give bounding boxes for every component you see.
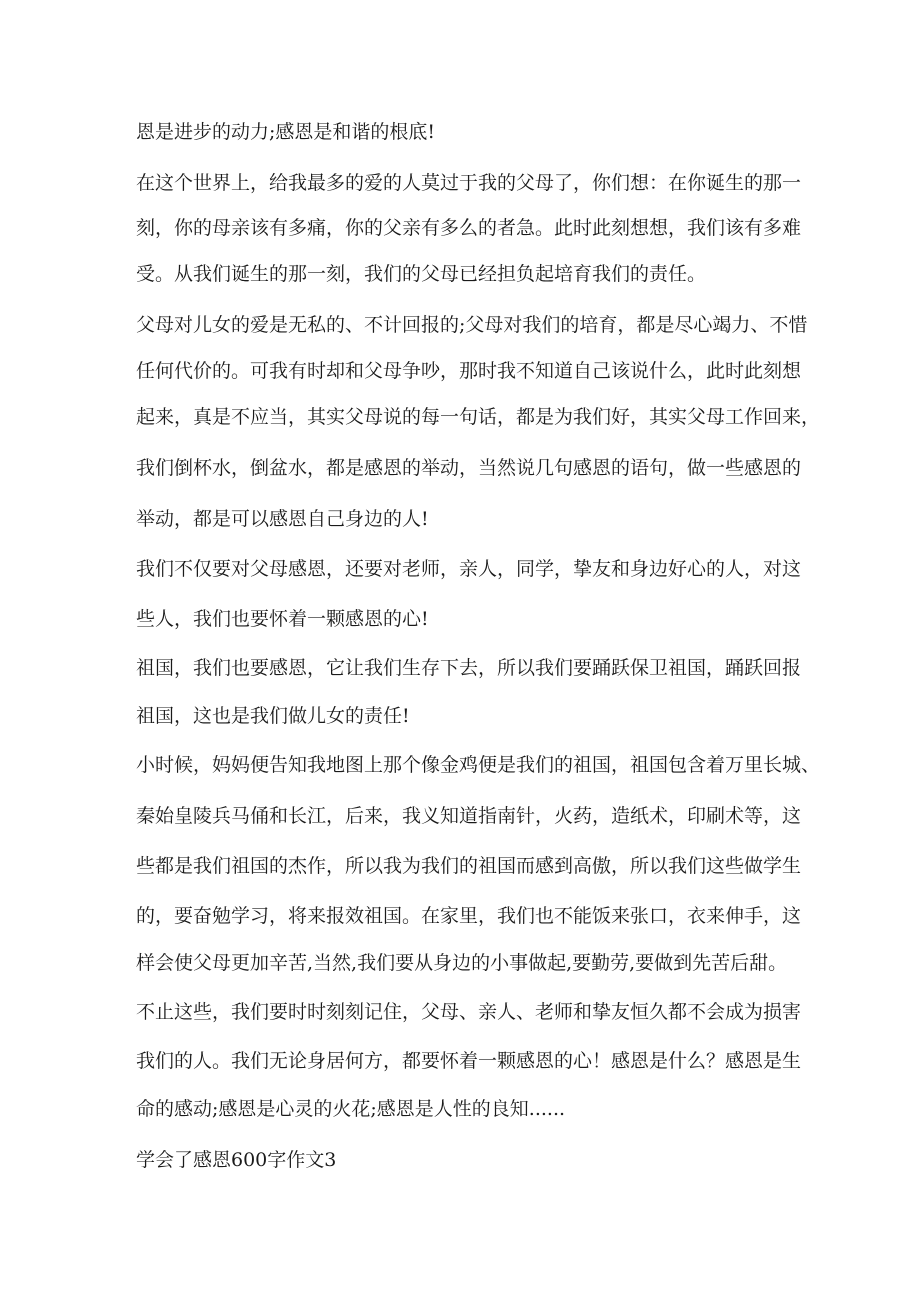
- text-line: 秦始皇陵兵马俑和长江，后来，我义知道指南针，火药，造纸术，印刷术等，这: [136, 805, 802, 827]
- text-line: 父母对儿女的爱是无私的、不计回报的;父母对我们的培育，都是尽心竭力、不惜: [136, 314, 808, 336]
- text-line: 学会了感恩600字作文3: [136, 1149, 337, 1171]
- text-line: 些都是我们祖国的杰作，所以我为我们的祖国而感到高傲，所以我们这些做学生: [136, 855, 802, 877]
- text-line: 我们的人。我们无论身居何方，都要怀着一颗感恩的心！感恩是什么？感恩是生: [136, 1050, 802, 1072]
- text-line: 我们倒杯水，倒盆水，都是感恩的举动，当然说几句感恩的语句，做一些感恩的: [136, 457, 802, 479]
- text-line: 小时候，妈妈便告知我地图上那个像金鸡便是我们的祖国，祖国包含着万里长城、: [136, 754, 821, 776]
- text-line: 祖国，我们也要感恩，它让我们生存下去，所以我们要踊跃保卫祖国，踊跃回报: [136, 657, 802, 679]
- text-line: 举动，都是可以感恩自己身边的人!: [136, 508, 429, 530]
- text-line: 在这个世界上，给我最多的爱的人莫过于我的父母了，你们想：在你诞生的那一: [136, 172, 802, 194]
- text-line: 命的感动;感恩是心灵的火花;感恩是人性的良知......: [136, 1098, 566, 1120]
- text-line: 受。从我们诞生的那一刻，我们的父母已经担负起培育我们的责任。: [136, 263, 707, 285]
- text-line: 些人，我们也要怀着一颗感恩的心!: [136, 608, 429, 630]
- text-line: 任何代价的。可我有时却和父母争吵，那时我不知道自己该说什么，此时此刻想: [136, 360, 802, 382]
- text-line: 的，要奋勉学习，将来报效祖国。在家里，我们也不能饭来张口，衣来伸手，这: [136, 905, 802, 927]
- text-line: 祖国，这也是我们做儿女的责任!: [136, 705, 410, 727]
- text-line: 样会使父母更加辛苦,当然,我们要从身边的小事做起,要勤劳,要做到先苦后甜。: [136, 952, 788, 974]
- text-line: 刻，你的母亲该有多痛，你的父亲有多么的者急。此时此刻想想，我们该有多难: [136, 217, 802, 239]
- text-line: 恩是进步的动力;感恩是和谐的根底!: [136, 121, 436, 143]
- text-line: 不止这些，我们要时时刻刻记住，父母、亲人、老师和挚友恒久都不会成为损害: [136, 1001, 802, 1023]
- text-line: 我们不仅要对父母感恩，还要对老师，亲人，同学，挚友和身边好心的人，对这: [136, 558, 802, 580]
- text-line: 起来，真是不应当，其实父母说的每一句话，都是为我们好，其实父母工作回来，: [136, 406, 821, 428]
